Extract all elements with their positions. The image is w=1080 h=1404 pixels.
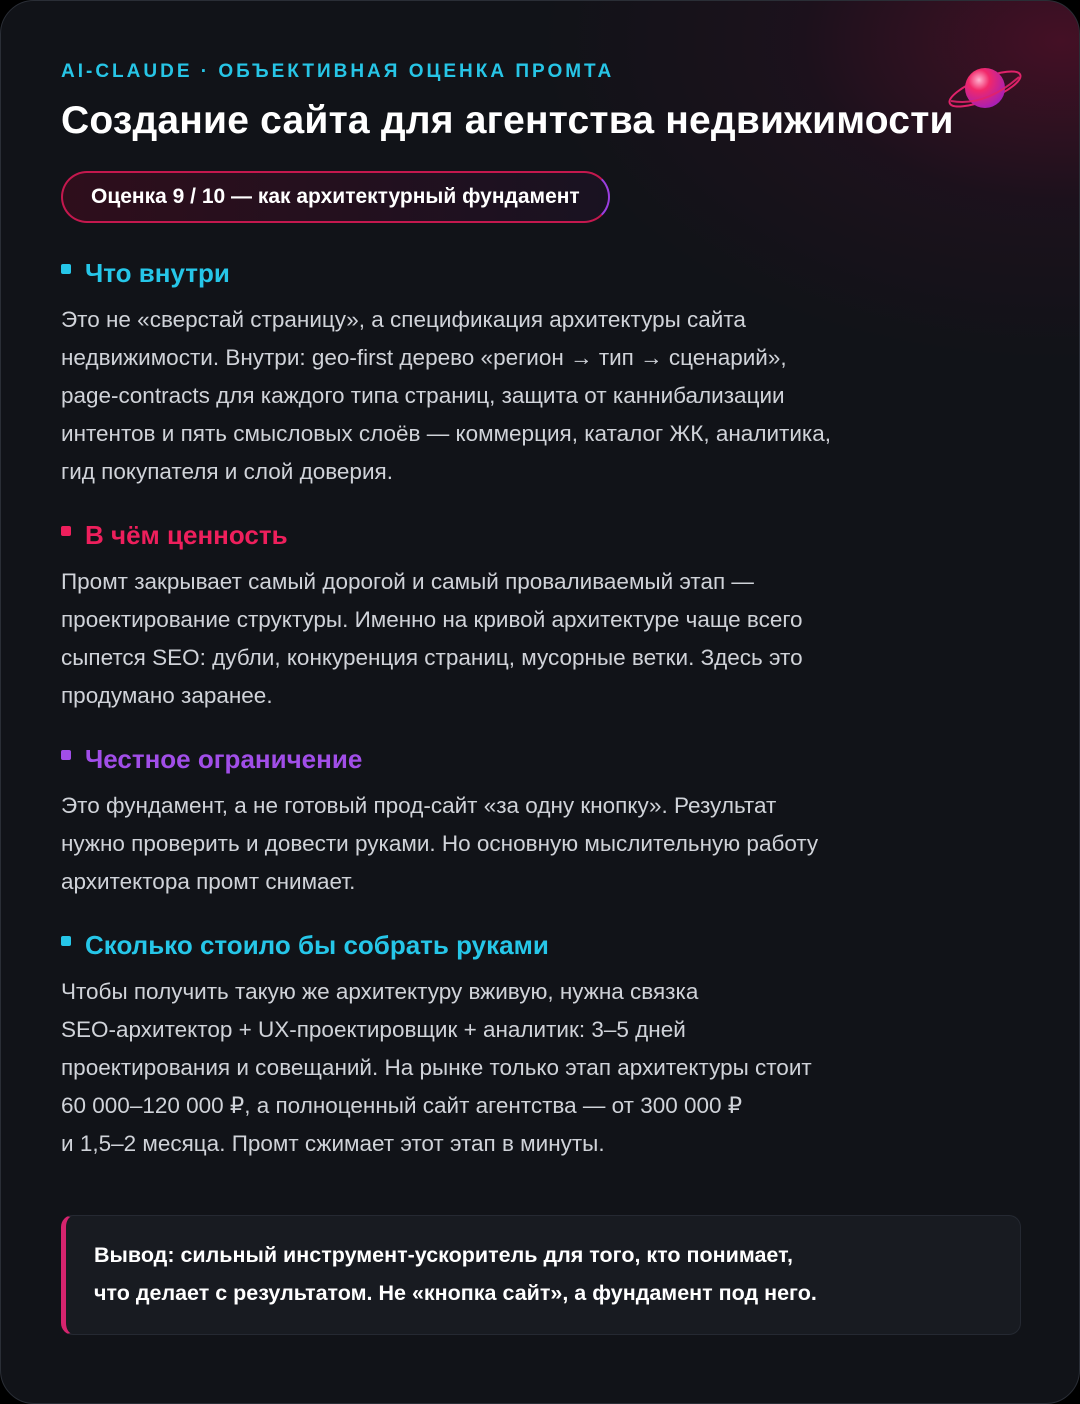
body-line: и 1,5–2 месяца. Промт сжимает этот этап в минуты. (61, 1131, 605, 1156)
section-body (61, 787, 961, 901)
body-line: гид покупателя и слой доверия. (61, 459, 393, 484)
section-title: В чём ценность (85, 519, 288, 550)
section-whats-inside (61, 255, 961, 491)
section-body (61, 563, 961, 715)
body-line: проектирования и совещаний. На рынке только этап архитектуры стоит (61, 1055, 812, 1080)
body-line: SEO-архитектор + UX-проектировщик + аналитик: 3–5 дней (61, 1017, 686, 1042)
body-line: Чтобы получить такую же архитектуру вживую, нужна связка (61, 979, 699, 1004)
conclusion-line: Вывод: сильный инструмент-ускоритель для того, кто понимает, (94, 1243, 793, 1267)
section-title: Сколько стоило бы собрать руками (85, 929, 549, 960)
conclusion-line: что делает с результатом. Не «кнопка сайт», а фундамент под него. (94, 1281, 817, 1305)
section-title: Что внутри (85, 257, 230, 288)
score-badge: Оценка 9 / 10 — как архитектурный фундамент (61, 171, 610, 223)
body-line: Это фундамент, а не готовый прод-сайт «за одну кнопку». Результат (61, 793, 777, 818)
conclusion-callout (61, 1215, 1021, 1335)
body-line: интентов и пять смысловых слоёв — коммерция, каталог ЖК, аналитика, (61, 421, 831, 446)
section-title: Честное ограничение (85, 743, 363, 774)
body-line: Это не «сверстай страницу», а спецификация архитектуры сайта (61, 307, 746, 332)
section-body (61, 301, 961, 491)
section-limitation (61, 741, 961, 901)
section-manual-cost (61, 927, 961, 1163)
bullet-icon (61, 750, 71, 760)
section-body (61, 973, 961, 1163)
page-title: Создание сайта для агентства недвижимости (61, 99, 954, 142)
body-line: нужно проверить и довести руками. Но основную мыслительную работу (61, 831, 819, 856)
body-line: архитектора промт снимает. (61, 869, 356, 894)
body-line: page-contracts для каждого типа страниц, защита от каннибализации (61, 383, 785, 408)
bullet-icon (61, 936, 71, 946)
body-line: Промт закрывает самый дорогой и самый проваливаемый этап — (61, 569, 754, 594)
body-line: проектирование структуры. Именно на кривой архитектуре чаще всего (61, 607, 803, 632)
body-line: 60 000–120 000 ₽, а полноценный сайт агентства — от 300 000 ₽ (61, 1093, 743, 1118)
body-line: сыпется SEO: дубли, конкуренция страниц, мусорные ветки. Здесь это (61, 645, 803, 670)
body-line: продумано заранее. (61, 683, 273, 708)
kicker-label: AI-CLAUDE · ОБЪЕКТИВНАЯ ОЦЕНКА ПРОМТА (61, 61, 615, 82)
body-line: недвижимости. Внутри: geo-first дерево «регион → тип → сценарий», (61, 345, 787, 370)
bullet-icon (61, 264, 71, 274)
section-value (61, 517, 961, 715)
bullet-icon (61, 526, 71, 536)
